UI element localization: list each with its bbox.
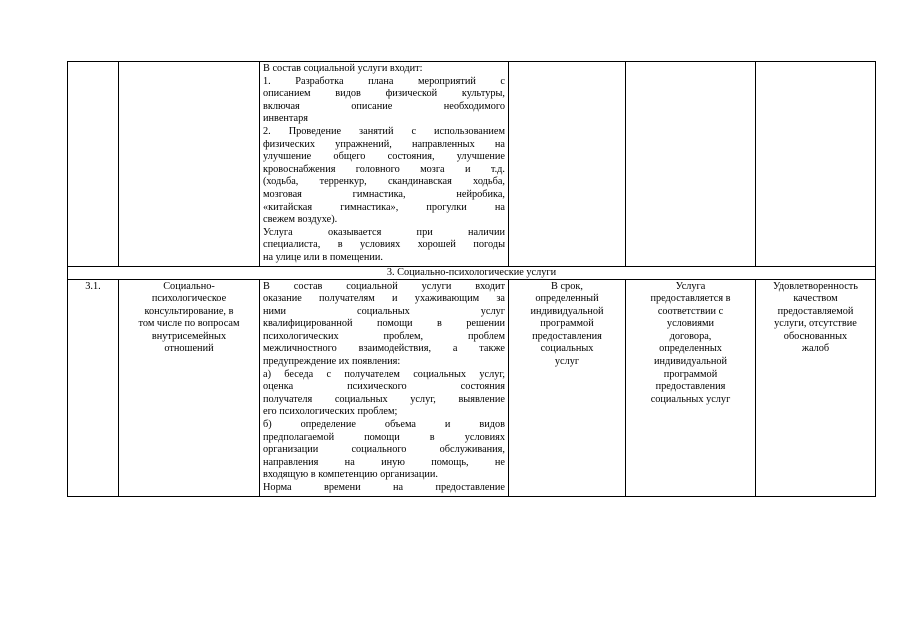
- text-line: межличностного взаимодействия, а также: [263, 343, 505, 355]
- text-line: описанием видов физической культуры,: [263, 88, 505, 100]
- text-line: инвентаря: [263, 113, 308, 125]
- text-line: Норма времени на предоставление: [263, 482, 505, 493]
- table-row-continued: [68, 62, 876, 267]
- text-line: 1. Разработка плана мероприятий с: [263, 75, 505, 87]
- services-table: [67, 61, 876, 497]
- text-line: программой: [663, 368, 718, 380]
- cell-term: [509, 279, 626, 496]
- text-line: определенный: [535, 293, 599, 305]
- text-line: свежем воздухе).: [263, 214, 338, 226]
- text-line: индивидуальной: [530, 305, 604, 317]
- text-line: физических упражнений, направленных на: [263, 138, 505, 150]
- text-line: том числе по вопросам: [138, 318, 240, 330]
- text-line: Удовлетворенность: [772, 280, 859, 292]
- text-line: его психологических проблем;: [263, 406, 398, 418]
- text-line: социальных: [540, 343, 594, 355]
- text-line: квалифицированной помощи в решении: [263, 318, 505, 330]
- cell-conditions: [626, 279, 756, 496]
- text-line: входящую в компетенцию организации.: [263, 469, 438, 481]
- text-line: предполагаемой помощи в условиях: [263, 431, 505, 443]
- text-line: 2. Проведение занятий с использованием: [263, 125, 505, 137]
- text-line: психологических проблем, проблем: [263, 330, 505, 342]
- text-line: договора,: [669, 330, 712, 342]
- text-line: В состав социальной услуги входит:: [263, 63, 423, 74]
- text-line: услуги, отсутствие: [774, 318, 857, 330]
- section-heading-row: [68, 266, 876, 279]
- text-line: кровоснабжения головного мозга и т.д.: [263, 163, 505, 175]
- cell-service-name: [119, 279, 260, 496]
- cell-quality: [756, 279, 876, 496]
- text-line: предоставляемой: [777, 305, 854, 317]
- text-line: предоставляется в: [650, 293, 731, 305]
- text-line: В состав социальной услуги входит: [263, 280, 505, 292]
- text-line: предоставления: [532, 330, 602, 342]
- text-line: оценка психического состояния: [263, 381, 505, 393]
- text-line: психологическое: [151, 293, 227, 305]
- text-line: б) определение объема и видов: [263, 419, 505, 431]
- text-line: внутрисемейных: [151, 330, 227, 342]
- text-line: социальных услуг: [650, 393, 731, 405]
- text-line: консультирование, в: [144, 305, 234, 317]
- text-line: оказание получателям и ухаживающим за: [263, 293, 505, 305]
- text-line: улучшение общего состояния, улучшение: [263, 151, 505, 163]
- cell-number-continued: [68, 62, 119, 267]
- cell-service-content: [260, 279, 509, 496]
- text-line: предупреждение их появления:: [263, 356, 401, 368]
- text-line: мозговая гимнастика, нейробика,: [263, 188, 505, 200]
- text-line: определенных: [659, 343, 722, 355]
- table-row-3-1: [68, 279, 876, 496]
- text-line: жалоб: [801, 343, 830, 355]
- text-line: Социально-: [163, 280, 215, 292]
- text-line: (ходьба, терренкур, скандинавская ходьба,: [263, 176, 505, 188]
- text-line: обоснованных: [783, 330, 848, 342]
- text-line: «китайская гимнастика», прогулки на: [263, 201, 505, 213]
- cell-service-content-continued: [260, 62, 509, 267]
- text-line: а) беседа с получателем социальных услуг,: [263, 368, 505, 380]
- text-line: организации социального обслуживания,: [263, 444, 505, 456]
- text-line: предоставления: [655, 381, 726, 393]
- text-line: получателя социальных услуг, выявление: [263, 393, 505, 405]
- text-line: программой: [540, 318, 594, 330]
- text-line: услуг: [554, 356, 580, 368]
- cell-quality-continued: [756, 62, 876, 267]
- text-line: отношений: [164, 343, 214, 355]
- text-line: соответствии с: [657, 305, 724, 317]
- text-line: В срок,: [551, 280, 583, 292]
- text-line: направления на иную помощь, не: [263, 456, 505, 468]
- cell-term-continued: [509, 62, 626, 267]
- text-line: индивидуальной: [653, 356, 728, 368]
- text-line: на улице или в помещении.: [263, 251, 383, 263]
- text-line: специалиста, в условиях хорошей погоды: [263, 239, 505, 251]
- text-line: включая описание необходимого: [263, 100, 505, 112]
- cell-conditions-continued: [626, 62, 756, 267]
- text-line: условиями: [666, 318, 715, 330]
- cell-name-continued: [119, 62, 260, 267]
- text-line: Услуга оказывается при наличии: [263, 226, 505, 238]
- text-line: ними социальных услуг: [263, 305, 505, 317]
- text-line: Услуга: [675, 280, 706, 292]
- text-line: качеством: [793, 293, 838, 305]
- section-heading: 3. Социально-психологические услуги: [68, 266, 876, 279]
- cell-number: 3.1.: [68, 279, 119, 496]
